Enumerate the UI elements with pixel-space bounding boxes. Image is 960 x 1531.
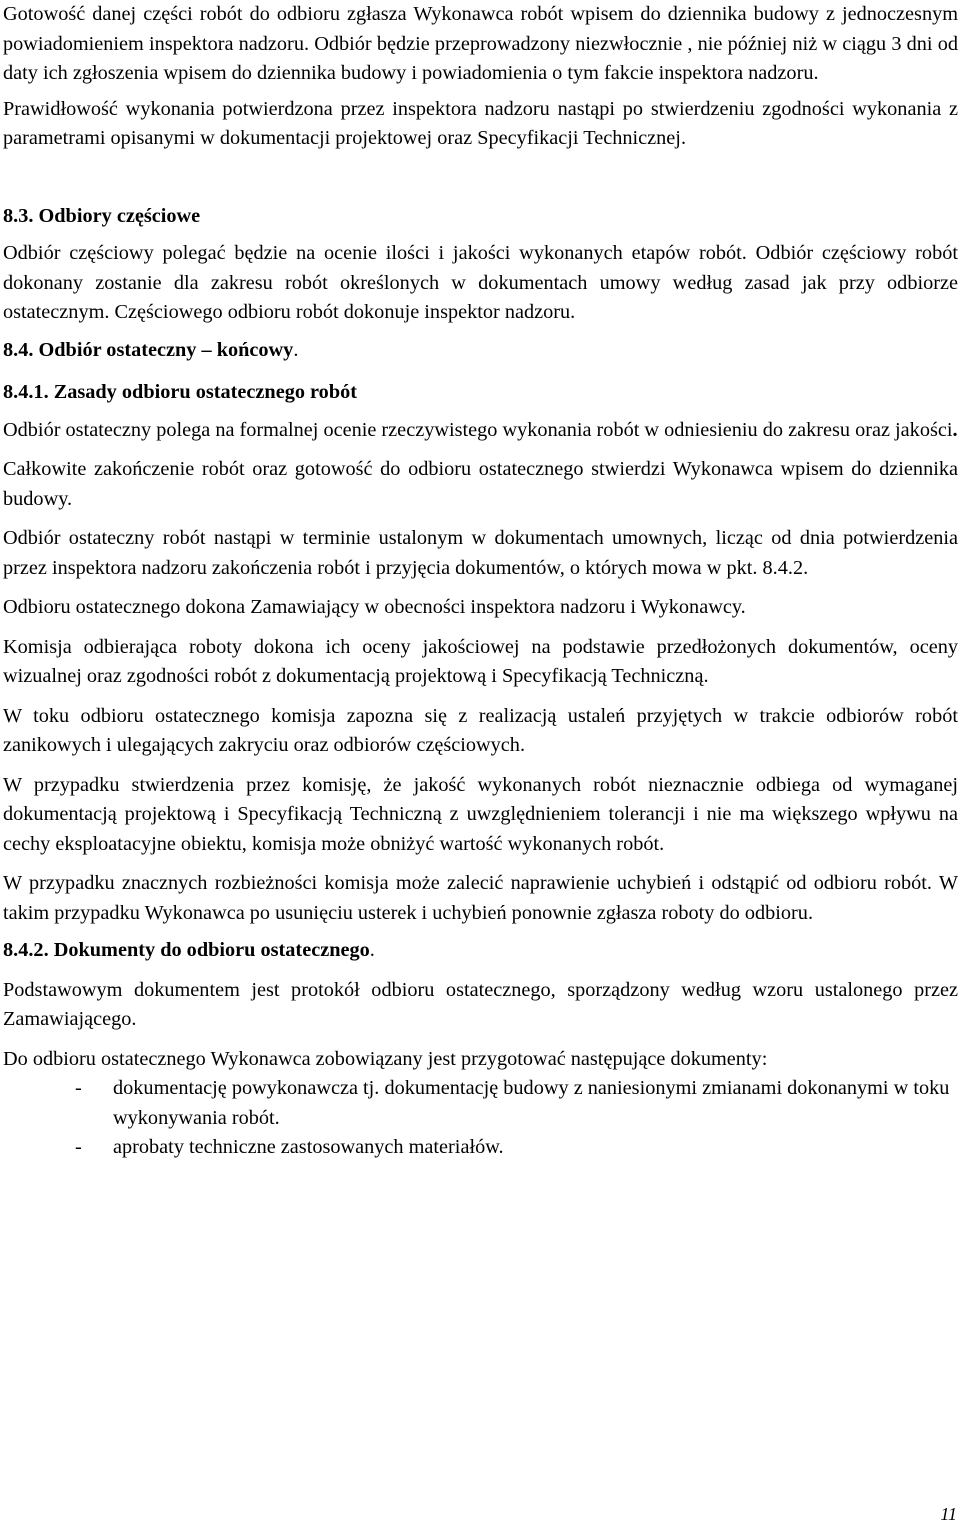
paragraph-partial-acceptance: Odbiór częściowy polegać będzie na ocenie ilości i jakości wykonanych etapów robót. Odbiór częściowy robót dokonany zostanie dla zakresu robót określonych w dokumentach umowy według zasad jak przy odbiorze ostatecznym. Częściowego odbioru robót dokonuje inspektor nadzoru. <box>3 242 958 323</box>
heading-8-4 <box>3 336 958 366</box>
paragraph-readiness: Gotowość danej części robót do odbioru zgłasza Wykonawca robót wpisem do dziennika budowy z jednoczesnym powiadomieniem inspektora nadzoru. Odbiór będzie przeprowadzony niezwłocznie , nie później niż w ciągu 3 dni od daty ich zgłoszenia wpisem do dziennika budowy i powiadomienia o tym fakcie inspektora nadzoru. <box>3 3 958 84</box>
paragraph-final-acceptance-text: Odbiór ostateczny polega na formalnej ocenie rzeczywistego wykonania robót w odniesieniu do zakresu oraz jakości <box>3 418 953 441</box>
list-item-text: dokumentację powykonawcza tj. dokumentację budowy z naniesionymi zmianami dokonanymi w toku wykonywania robót. <box>113 1077 950 1129</box>
paragraph-final-acceptance-dot: . <box>952 418 958 441</box>
paragraph-correctness: Prawidłowość wykonania potwierdzona przez inspektora nadzoru nastąpi po stwierdzeniu zgodności wykonania z parametrami opisanymi w dokumentacji projektowej oraz Specyfikacji Technicznej. <box>3 97 958 149</box>
paragraph-completion: Całkowite zakończenie robót oraz gotowość do odbioru ostatecznego stwierdzi Wykonawca wpisem do dziennika budowy. <box>3 458 958 510</box>
paragraph-commission: Komisja odbierająca roboty dokona ich oceny jakościowej na podstawie przedłożonych dokumentów, oceny wizualnej oraz zgodności robót z dokumentacją projektową i Specyfikacją Techniczną. <box>3 635 958 687</box>
list-item-text: aprobaty techniczne zastosowanych materiałów. <box>113 1136 504 1158</box>
paragraph-basic-document: Podstawowym dokumentem jest protokół odbioru ostatecznego, sporządzony według wzoru ustalonego przez Zamawiającego. <box>3 978 958 1030</box>
paragraph-term: Odbiór ostateczny robót nastąpi w terminie ustalonym w dokumentach umownych, licząc od dnia potwierdzenia przez inspektora nadzoru zakończenia robót i przyjęcia dokumentów, o których mowa w pkt. 8.4.2. <box>3 527 958 579</box>
heading-8-4-1: 8.4.1. Zasady odbioru ostatecznego robót <box>3 381 357 403</box>
paragraph-discrepancies: W przypadku znacznych rozbieżności komisja może zalecić naprawienie uchybień i odstąpić od odbioru robót. W takim przypadku Wykonawca po usunięciu usterek i uchybień ponownie zgłasza roboty do odbioru. <box>3 872 958 924</box>
page-number: 11 <box>940 1504 957 1524</box>
list-item <box>3 1074 958 1133</box>
paragraph-course: W toku odbioru ostatecznego komisja zapozna się z realizacją ustaleń przyjętych w trakcie odbiorów robót zanikowych i ulegających zakryciu oraz odbiorów częściowych. <box>3 704 958 756</box>
heading-8-4-2-dot: . <box>369 939 375 961</box>
list-dash: - <box>75 1077 82 1099</box>
paragraph-documents-intro: Do odbioru ostatecznego Wykonawca zobowiązany jest przygotować następujące dokumenty: <box>3 1047 768 1070</box>
heading-8-3: 8.3. Odbiory częściowe <box>3 204 201 227</box>
paragraph-ordering-party: Odbioru ostatecznego dokona Zamawiający w obecności inspektora nadzoru i Wykonawcy. <box>3 596 746 618</box>
list-item <box>3 1133 958 1163</box>
heading-8-4-2-text: 8.4.2. Dokumenty do odbioru ostatecznego <box>3 939 370 961</box>
heading-8-4-2 <box>3 936 958 966</box>
paragraph-deviation: W przypadku stwierdzenia przez komisję, że jakość wykonanych robót nieznacznie odbiega od wymaganej dokumentacją projektową i Specyfikacją Techniczną z uwzględnieniem tolerancji i nie ma większego wpływu na cechy eksploatacyjne obiektu, komisja może obniżyć wartość wykonanych robót. <box>3 773 958 855</box>
list-dash: - <box>75 1136 82 1158</box>
paragraph-final-acceptance <box>3 416 958 446</box>
heading-8-4-dot: . <box>293 338 299 361</box>
heading-8-4-text: 8.4. Odbiór ostateczny – końcowy <box>3 338 294 361</box>
